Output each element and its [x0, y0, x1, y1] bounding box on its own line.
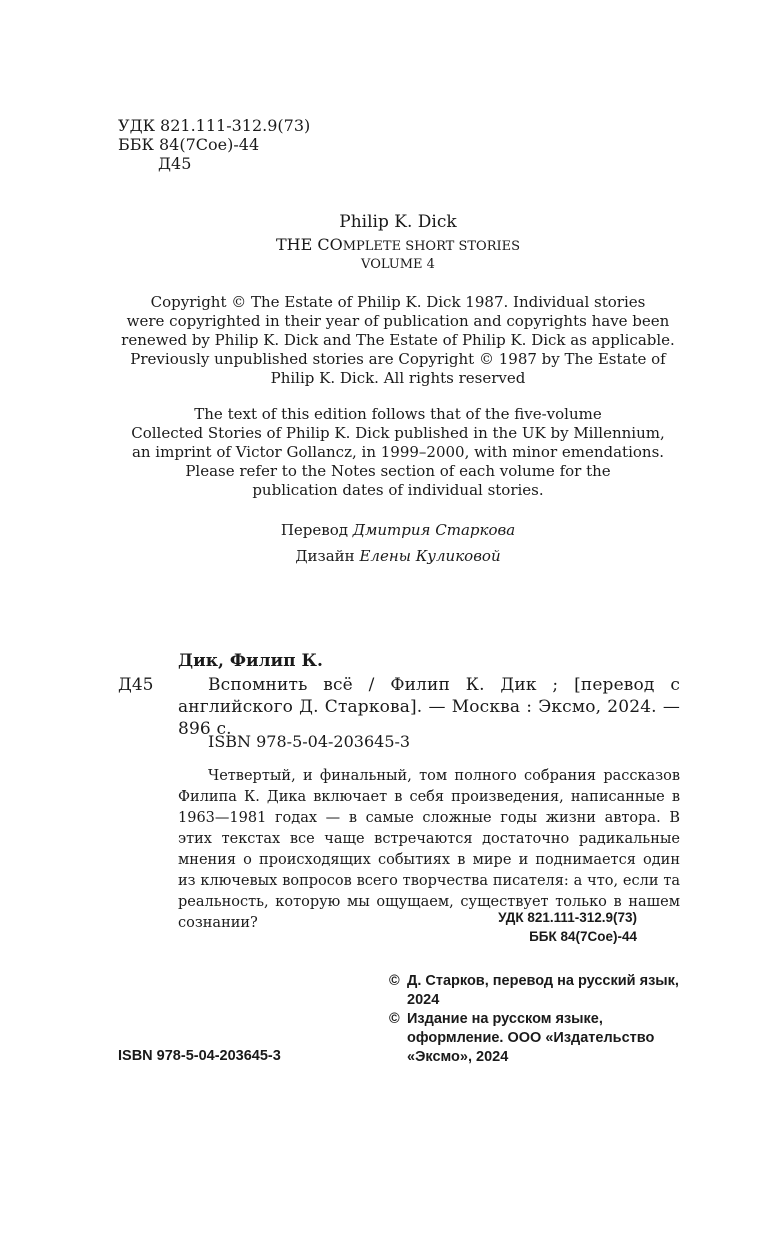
- designer-credit: [118, 543, 678, 569]
- translator-credit: [118, 517, 678, 543]
- translation-label: Перевод: [280, 521, 348, 539]
- copyright-line: Philip K. Dick. All rights reserved: [270, 369, 526, 387]
- original-title-rest: MPLETE SHORT STORIES: [342, 239, 521, 254]
- author-mark: Д45: [158, 154, 192, 173]
- copyright-translation-text: Д. Старков, перевод на русский язык, 2024: [407, 973, 679, 1008]
- copyright-edition-text: Издание на русском языке, оформление. ООО «Издательство «Эксмо», 2024: [407, 1011, 655, 1065]
- original-title-lead: THE CO: [275, 235, 343, 254]
- original-title: [118, 235, 678, 257]
- design-label: Дизайн: [295, 547, 355, 565]
- original-author: Philip K. Dick: [339, 212, 457, 232]
- russian-copyright: [389, 972, 689, 1067]
- copyright-translation: [389, 972, 689, 1010]
- classification-block: [118, 116, 310, 173]
- original-volume: VOLUME 4: [361, 257, 435, 272]
- copyright-line: renewed by Philip K. Dick and The Estate of Philip K. Dick as applicable.: [121, 331, 675, 349]
- edition-line: an imprint of Victor Gollancz, in 1999–2000, with minor emendations.: [131, 443, 665, 461]
- bib-isbn: ISBN 978-5-04-203645-3: [208, 732, 411, 751]
- copyright-line: Previously unpublished stories are Copyright © 1987 by The Estate of: [130, 350, 666, 368]
- udk-code: УДК 821.111-312.9(73): [118, 116, 311, 135]
- edition-note: [118, 405, 678, 500]
- bib-author-mark: Д45: [118, 675, 154, 695]
- edition-line: publication dates of individual stories.: [252, 481, 544, 499]
- original-copyright: [118, 293, 678, 388]
- translator-name: Дмитрия Старкова: [352, 521, 516, 539]
- copyright-line: were copyrighted in their year of publication and copyrights have been: [126, 312, 670, 330]
- copyright-symbol: ©: [389, 1011, 400, 1027]
- edition-line: Collected Stories of Philip K. Dick published in the UK by Millennium,: [131, 424, 665, 442]
- bib-author: Дик, Филип К.: [178, 651, 323, 671]
- annotation-bbk: ББК 84(7Сое)-44: [529, 929, 637, 944]
- copyright-symbol: ©: [389, 973, 400, 989]
- annotation-classification: [380, 908, 637, 946]
- edition-line: The text of this edition follows that of the five-volume: [194, 405, 602, 423]
- copyright-edition: [389, 1010, 689, 1067]
- isbn-bottom: ISBN 978-5-04-203645-3: [118, 1048, 281, 1064]
- credits: [118, 517, 678, 569]
- designer-name: Елены Куликовой: [359, 547, 501, 565]
- copyright-line: Copyright © The Estate of Philip K. Dick 1987. Individual stories: [150, 293, 646, 311]
- bbk-code: ББК 84(7Сое)-44: [118, 135, 260, 154]
- annotation-text: Четвертый, и финальный, том полного собрания рассказов Филипа К. Дика включает в себя произведения, написанные в 1963—1981 годах — в самые сложные годы жизни автора. В этих текстах все чаще встречаются достаточно радикальные мнения о происходящих событиях в мире и поднимается один из ключевых вопросов всего творчества писателя: а что, если та реальность, которую мы ощущаем, существует только в нашем сознании?: [178, 768, 680, 931]
- bib-description: Вспомнить всё / Филип К. Дик ; [перевод с английского Д. Старкова]. — Москва : Эксмо, 2024. — 896 с.: [178, 675, 680, 739]
- annotation-udk: УДК 821.111-312.9(73): [498, 910, 637, 925]
- edition-line: Please refer to the Notes section of each volume for the: [185, 462, 611, 480]
